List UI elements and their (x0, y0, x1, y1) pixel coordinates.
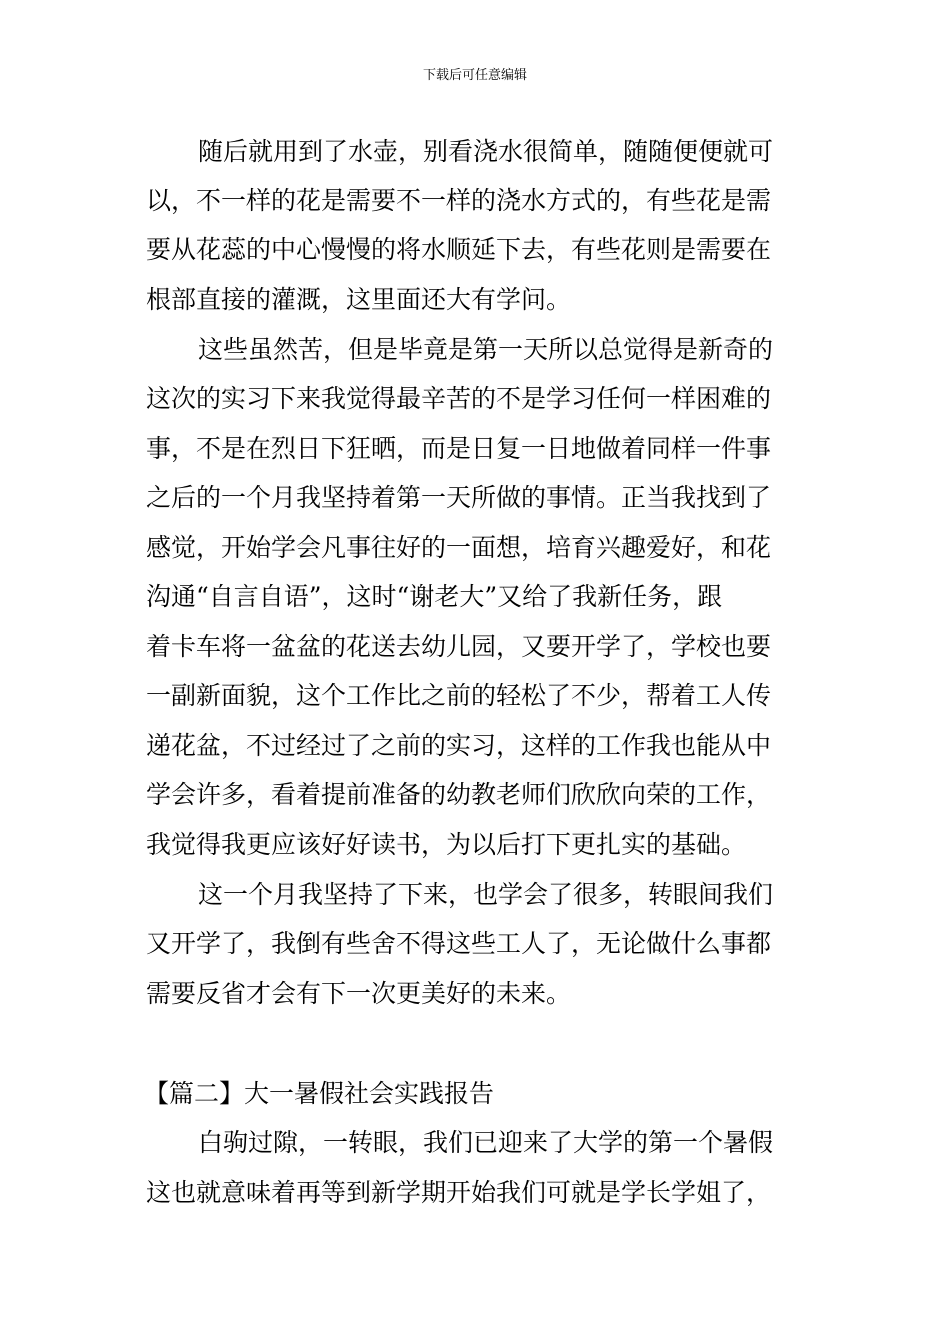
paragraph-3-line-1: 这一个月我坚持了下来，也学会了很多，转眼间我们 (198, 880, 774, 909)
paragraph-2-line-1: 这些虽然苦，但是毕竟是第一天所以总觉得是新奇的 (198, 335, 774, 364)
page-header: 下载后可任意编辑 (422, 68, 527, 83)
paragraph-2-line-7: 着卡车将一盆盆的花送去幼儿园，又要开学了，学校也要 (146, 632, 772, 661)
paragraph-2-line-11: 我觉得我更应该好好读书，为以后打下更扎实的基础。 (146, 830, 747, 859)
paragraph-2-line-9: 递花盆，不过经过了之前的实习，这样的工作我也能从中 (146, 731, 772, 760)
paragraph-1-line-4: 根部直接的灌溉，这里面还大有学问。 (146, 285, 572, 314)
paragraph-2-line-6: 沟通“自言自语”，这时“谢老大”又给了我新任务，跟 (146, 582, 723, 611)
paragraph-3-line-3: 需要反省才会有下一次更美好的未来。 (146, 979, 572, 1008)
paragraph-2-line-8: 一副新面貌，这个工作比之前的轻松了不少，帮着工人传 (146, 681, 772, 710)
paragraph-1-line-2: 以，不一样的花是需要不一样的浇水方式的，有些花是需 (146, 186, 772, 215)
paragraph-2-line-2: 这次的实习下来我觉得最辛苦的不是学习任何一样困难的 (146, 384, 772, 413)
paragraph-2-line-5: 感觉，开始学会凡事往好的一面想，培育兴趣爱好，和花 (146, 533, 772, 562)
paragraph-2-line-4: 之后的一个月我坚持着第一天所做的事情。正当我找到了 (146, 483, 772, 512)
section-title: 【篇二】大一暑假社会实践报告 (144, 1079, 495, 1108)
paragraph-3-line-2: 又开学了，我倒有些舍不得这些工人了，无论做什么事都 (146, 929, 772, 958)
section-paragraph-line-1: 白驹过隙，一转眼，我们已迎来了大学的第一个暑假 (198, 1128, 774, 1157)
paragraph-2-line-3: 事，不是在烈日下狂晒，而是日复一日地做着同样一件事 (146, 434, 772, 463)
paragraph-1-line-3: 要从花蕊的中心慢慢的将水顺延下去，有些花则是需要在 (146, 235, 772, 264)
section-paragraph-line-2: 这也就意味着再等到新学期开始我们可就是学长学姐了， (146, 1178, 772, 1207)
paragraph-2-line-10: 学会许多，看着提前准备的幼教老师们欣欣向荣的工作， (146, 780, 772, 809)
paragraph-1-line-1: 随后就用到了水壶，别看浇水很简单，随随便便就可 (198, 137, 774, 166)
